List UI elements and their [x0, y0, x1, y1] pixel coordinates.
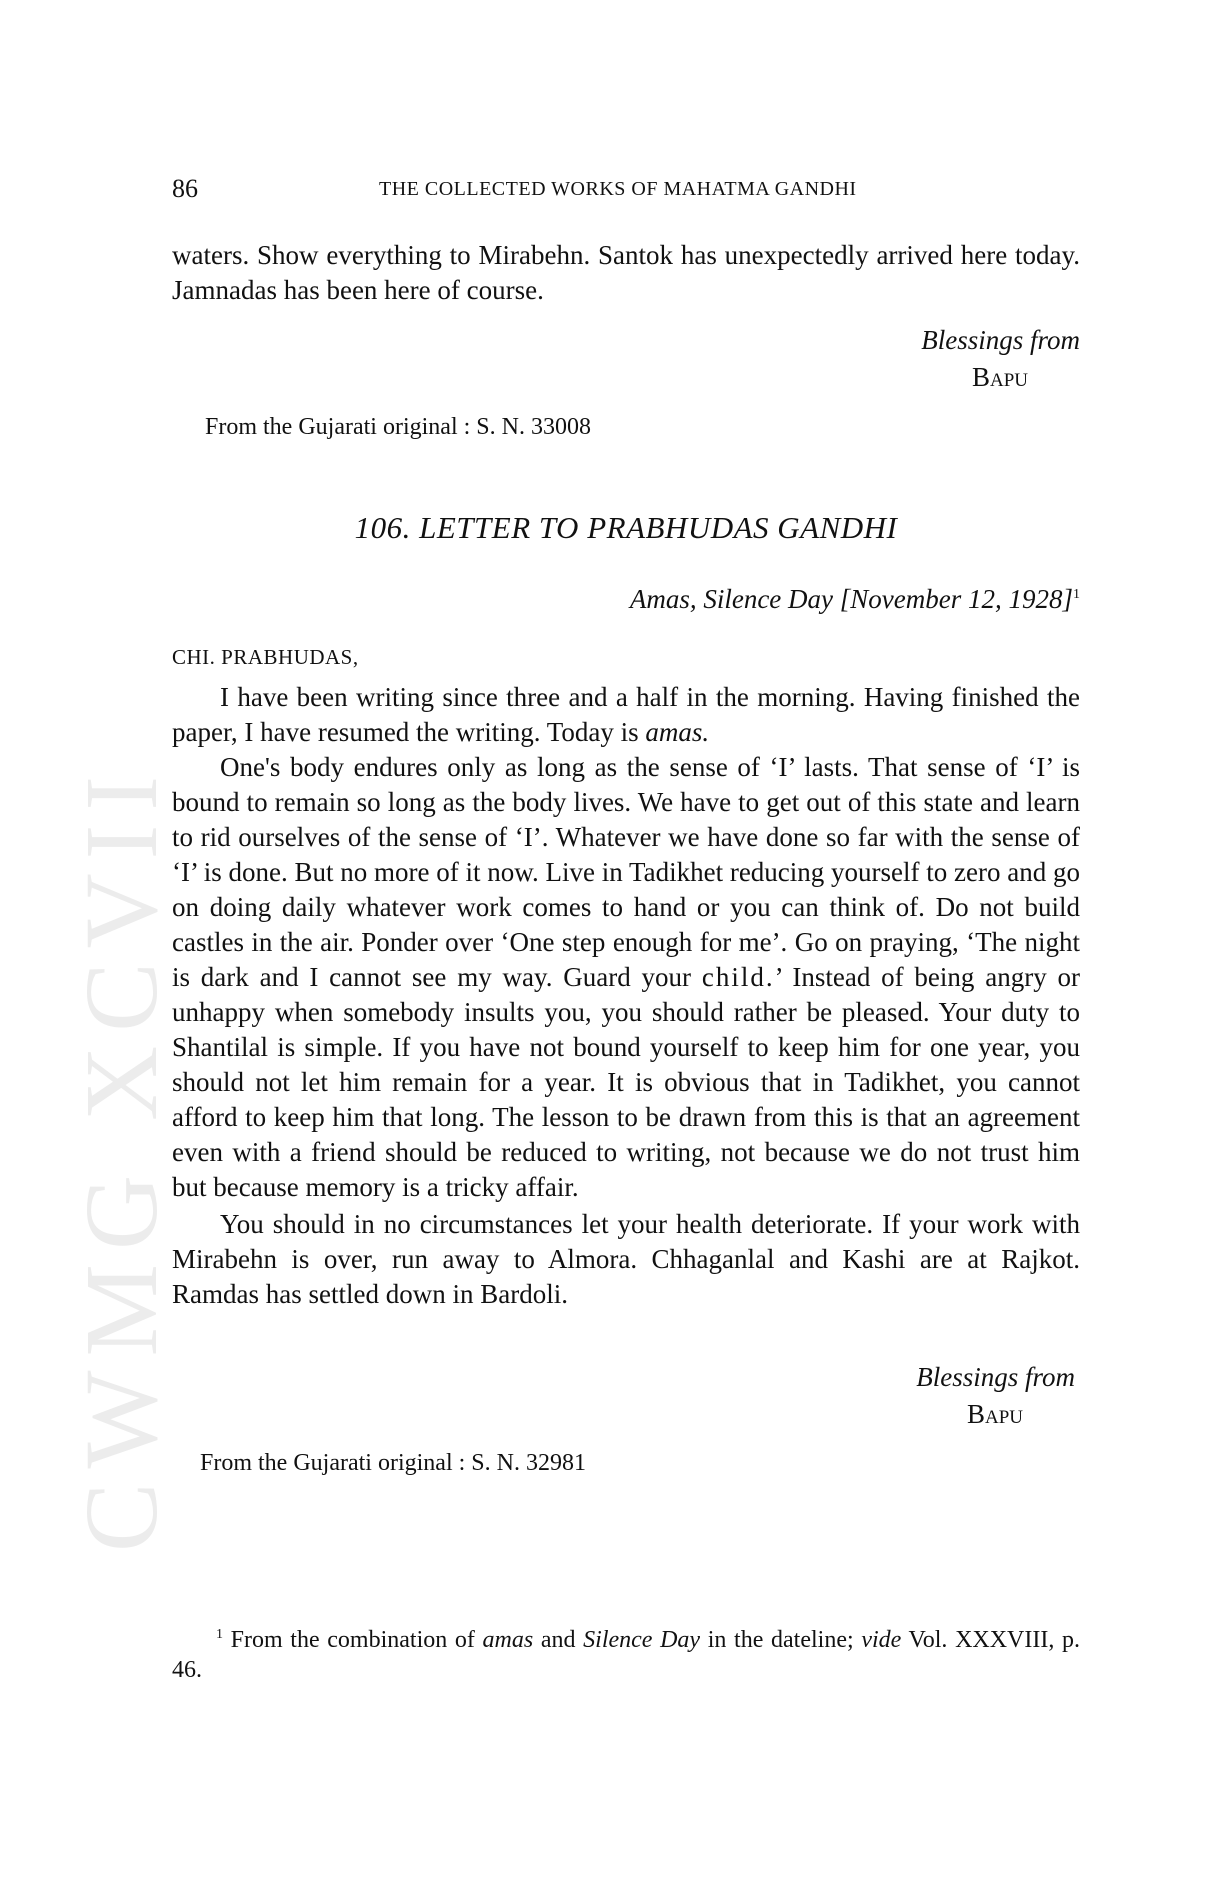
fn-italic: Silence Day — [583, 1627, 701, 1653]
closing-text: Blessings from — [916, 1362, 1075, 1392]
fn-italic: amas — [482, 1627, 534, 1653]
fn-text: in the dateline; — [700, 1627, 862, 1653]
page-header — [172, 172, 1080, 204]
watermark: CWMG XCVII — [64, 762, 179, 1552]
signature: Bapu — [971, 362, 1028, 392]
p1-italic: amas. — [645, 717, 710, 747]
prev-letter-closing — [780, 322, 1080, 396]
prev-letter-source: From the Gujarati original : S. N. 33008 — [205, 414, 591, 440]
page-number: 86 — [172, 174, 198, 203]
footnote — [172, 1620, 1080, 1685]
paragraph-1 — [172, 680, 1080, 750]
running-title: THE COLLECTED WORKS OF MAHATMA GANDHI — [379, 178, 857, 200]
letter-heading: 106. LETTER TO PRABHUDAS GANDHI — [354, 510, 898, 545]
p1-text: I have been writing since three and a half in the morning. Having finished the paper, I have resumed the writing. Today is — [172, 682, 1080, 747]
footnote-marker: 1 — [216, 1627, 223, 1642]
letter-body — [172, 680, 1080, 1312]
paragraph-3: You should in no circumstances let your health deteriorate. If your work with Mirabehn is over, run away to Almora. Chhaganlal and Kashi are at Rajkot. Ramdas has settled down in Bardoli. — [172, 1209, 1080, 1309]
salutation: CHI. PRABHUDAS, — [172, 645, 359, 669]
p2-spaced: child. — [701, 962, 775, 992]
signature: Bapu — [966, 1399, 1023, 1429]
fn-text: and — [533, 1627, 584, 1653]
p2-text-b: ’ Instead of being angry or unhappy when somebody insults you, you should rather be pleased. Your duty to Shantilal is simple. If you have not bound yourself to keep him for one year, you should not let him remain for a year. It is obvious that in Tadikhet, you cannot afford to keep him that long. The lesson to be drawn from this is that an agreement even with a friend should be reduced to writing, not because we do not trust him but because memory is a tricky affair. — [172, 962, 1080, 1202]
dateline — [500, 584, 1080, 615]
letter-closing — [775, 1359, 1075, 1433]
p2-text-a: One's body endures only as long as the sense of ‘I’ lasts. That sense of ‘I’ is bound to remain so long as the body lives. We have to get out of this state and learn to rid ourselves of the sense of ‘I’. Whatever we have done so far with the sense of ‘I’ is done. But no more of it now. Live in Tadikhet reducing yourself to zero and go on doing daily whatever work comes to hand or you can think of. Do not build castles in the air. Ponder over ‘One step enough for me’. Go on praying, ‘The night is dark and I cannot see my way. Guard your — [172, 752, 1080, 992]
dateline-place: Amas, Silence Day — [629, 584, 834, 614]
footnote-ref: 1 — [1073, 587, 1080, 602]
fn-text: From the combination of — [223, 1627, 483, 1653]
letter-source: From the Gujarati original : S. N. 32981 — [200, 1450, 586, 1476]
fn-italic: vide — [861, 1627, 902, 1653]
paragraph-2 — [172, 750, 1080, 1205]
fn-text: Vol. XXXVIII, p. 46. — [172, 1627, 1081, 1683]
prev-letter-body: waters. Show everything to Mirabehn. Santok has unexpectedly arrived here today. Jamnadas has been here of course. — [172, 240, 1080, 305]
closing-text: Blessings from — [921, 325, 1080, 355]
dateline-date: [November 12, 1928] — [839, 584, 1073, 614]
